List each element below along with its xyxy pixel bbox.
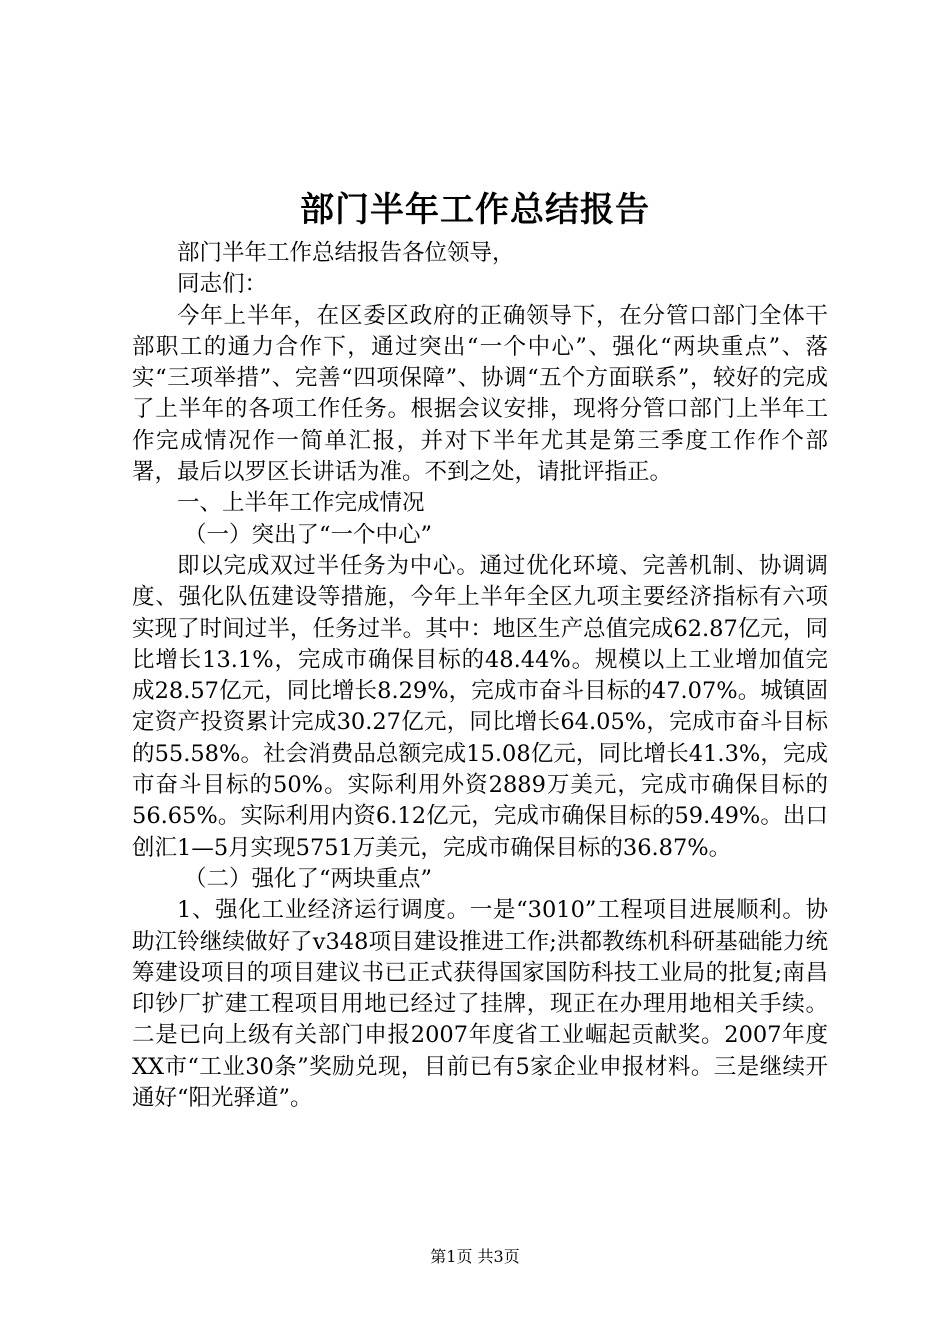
- body-paragraph: 1、强化工业经济运行调度。一是“3010”工程项目进展顺利。协助江铃继续做好了v348项目建设推进工作;洪都教练机科研基础能力统筹建设项目的项目建议书已正式获得国家国防科技工业局的批复;南昌印钞厂扩建工程项目用地已经过了挂牌，现正在办理用地相关手续。二是已向上级有关部门申报2007年度省工业崛起贡献奖。2007年度XX市“工业30条”奖励兑现，目前已有5家企业申报材料。三是继续开通好“阳光驿道”。: [132, 897, 828, 1112]
- salutation-line: 同志们：: [177, 271, 268, 298]
- section-heading: 一、上半年工作完成情况: [177, 490, 425, 517]
- page-footer: 第1页 共3页: [430, 1247, 520, 1266]
- body-paragraph: 即以完成双过半任务为中心。通过优化环境、完善机制、协调调度、强化队伍建设等措施，今年上半年全区九项主要经济指标有六项实现了时间过半，任务过半。其中：地区生产总值完成62.87亿元，同比增长13.1%，完成市确保目标的48.44%。规模以上工业增加值完成28.57亿元，同比增长8.29%，完成市奋斗目标的47.07%。城镇固定资产投资累计完成30.27亿元，同比增长64.05%，完成市奋斗目标的55.58%。社会消费品总额完成15.08亿元，同比增长41.3%，完成市奋斗目标的50%。实际利用外资2889万美元，完成市确保目标的56.65%。实际利用内资6.12亿元，完成市确保目标的59.49%。出口创汇1—5月实现5751万美元，完成市确保目标的36.87%。: [132, 552, 828, 861]
- subsection-heading: （二）强化了“两块重点”: [184, 865, 433, 892]
- document-body: [132, 238, 828, 1114]
- salutation-line: 部门半年工作总结报告各位领导，: [177, 240, 515, 266]
- subsection-heading: （一）突出了“一个中心”: [184, 521, 433, 548]
- body-paragraph: 今年上半年，在区委区政府的正确领导下，在分管口部门全体干部职工的通力合作下，通过突出“一个中心”、强化“两块重点”、落实“三项举措”、完善“四项保障”、协调“五个方面联系”，较好的完成了上半年的各项工作任务。根据会议安排，现将分管口部门上半年工作完成情况作一简单汇报，并对下半年尤其是第三季度工作作个部署，最后以罗区长讲话为准。不到之处，请批评指正。: [132, 302, 828, 486]
- document-title: 部门半年工作总结报告: [300, 190, 650, 230]
